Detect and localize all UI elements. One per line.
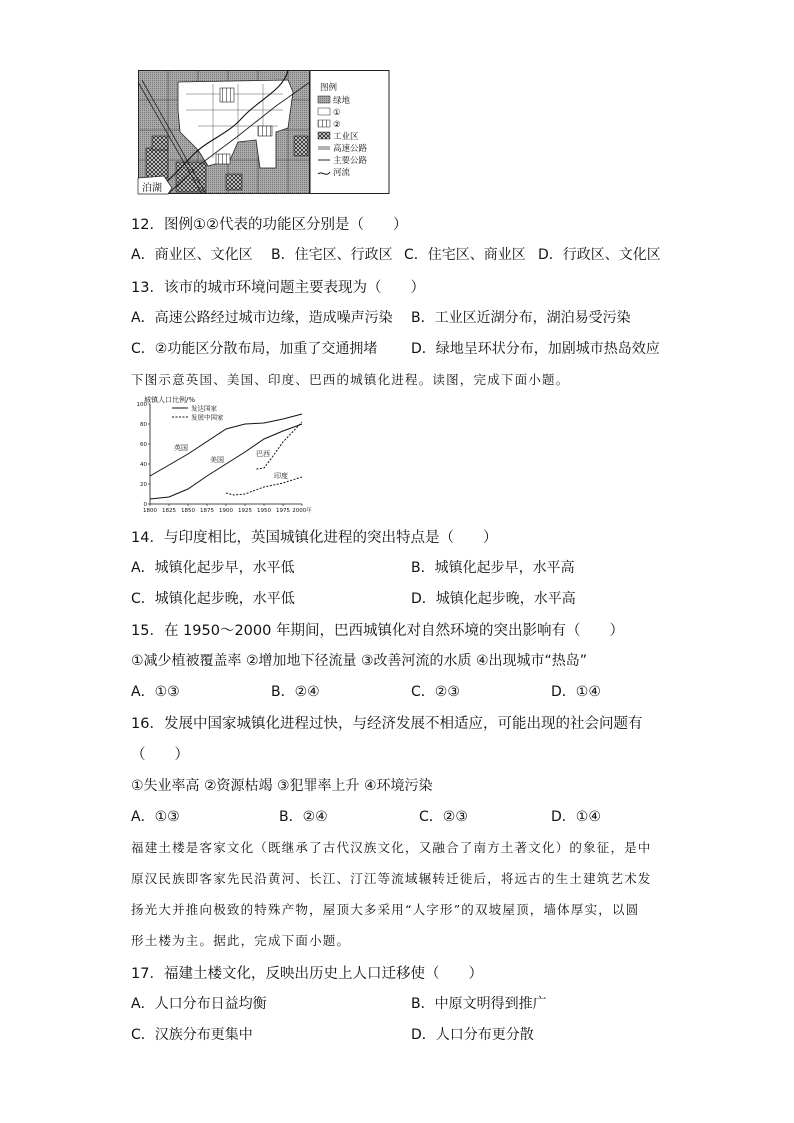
series-label-india: 印度	[274, 472, 288, 480]
q16-statements: ①失业率高 ②资源枯竭 ③犯罪率上升 ④环境污染	[131, 778, 433, 794]
x-tick-label: 1875	[200, 508, 214, 514]
series-line-1	[150, 424, 302, 499]
industrial-4	[226, 174, 242, 190]
q16-option-c[interactable]: C．②③	[419, 809, 468, 825]
question-15-stem: 15．在 1950～2000 年期间，巴西城镇化对自然环境的突出影响有（ ）	[131, 623, 624, 639]
x-tick-label: 1975	[276, 508, 290, 514]
legend-developing: 发展中国家	[191, 413, 224, 422]
q17-option-c[interactable]: C．汉族分布更集中	[131, 1027, 253, 1043]
series-line-3	[226, 477, 302, 495]
legend-swatch-zone1	[318, 108, 330, 115]
x-tick-label: 1800	[143, 508, 157, 514]
q17-option-d[interactable]: D．人口分布更分散	[411, 1027, 534, 1043]
y-tick-label: 100	[136, 402, 147, 408]
x-tick-label: 1900	[219, 508, 233, 514]
x-tick-label: 1850	[181, 508, 195, 514]
q15-option-a[interactable]: A．①③	[131, 684, 180, 700]
passage-tulou-line-4: 形土楼为主。据此，完成下面小题。	[131, 933, 351, 948]
passage-tulou-line-2: 原汉民族即客家先民沿黄河、长江、汀江等流域辗转迁徙后，将远古的生土建筑艺术发	[131, 871, 652, 886]
q16-option-a[interactable]: A．①③	[131, 809, 180, 825]
q16-option-d[interactable]: D．①④	[551, 809, 601, 825]
q14-option-c[interactable]: C．城镇化起步晚，水平低	[131, 591, 295, 607]
y-tick-label: 60	[140, 442, 147, 448]
industrial-5	[294, 136, 308, 156]
q14-option-a[interactable]: A．城镇化起步早，水平低	[131, 560, 295, 576]
question-17-stem: 17．福建土楼文化，反映出历史上人口迁移使（ ）	[131, 966, 483, 982]
passage-tulou-line-1: 福建土楼是客家文化（既继承了古代汉族文化，又融合了南方土著文化）的象征，是中	[131, 840, 652, 855]
q13-option-d[interactable]: D．绿地呈环状分布，加剧城市热岛效应	[411, 341, 660, 357]
zone-2-a	[220, 88, 234, 102]
y-tick-label: 20	[140, 482, 147, 488]
map-legend	[310, 71, 389, 194]
lake-label: 泊湖	[142, 183, 162, 194]
q13-option-b[interactable]: B．工业区近湖分布，湖泊易受污染	[411, 310, 631, 326]
city-map-figure	[138, 70, 390, 195]
series-line-2	[256, 422, 302, 469]
q15-option-c[interactable]: C．②③	[411, 684, 460, 700]
zone-2-b	[258, 126, 272, 136]
q13-option-c[interactable]: C．②功能区分散布局，加重了交通拥堵	[131, 341, 378, 357]
urbanization-chart	[138, 394, 318, 514]
q17-option-a[interactable]: A．人口分布日益均衡	[131, 996, 267, 1012]
q14-option-d[interactable]: D．城镇化起步晚，水平高	[411, 591, 576, 607]
y-tick-label: 40	[140, 462, 147, 468]
x-tick-label: 1950	[257, 508, 271, 514]
question-14-stem: 14．与印度相比，英国城镇化进程的突出特点是（ ）	[131, 530, 498, 546]
q16-option-b[interactable]: B．②④	[279, 809, 328, 825]
zone-2-c	[216, 154, 230, 164]
legend-label: 高速公路	[333, 144, 368, 154]
legend-label: 工业区	[333, 132, 359, 142]
q12-option-c[interactable]: C．住宅区、商业区	[404, 247, 526, 263]
industrial-1	[146, 148, 168, 178]
chart-axes	[150, 404, 302, 504]
chart-legend	[172, 404, 224, 422]
series-label-uk: 英国	[174, 444, 188, 452]
chart-title: 城镇人口比例/%	[144, 396, 196, 404]
question-16-stem-cont: （ ）	[131, 747, 189, 763]
legend-label: 绿地	[333, 96, 351, 106]
series-label-brazil: 巴西	[256, 450, 270, 458]
x-tick-label: 1825	[162, 508, 176, 514]
legend-swatch-zone2	[318, 120, 330, 127]
legend-label: 河流	[333, 168, 351, 178]
legend-developed: 发达国家	[191, 404, 217, 413]
q17-option-b[interactable]: B．中原文明得到推广	[411, 996, 547, 1012]
q15-statements: ①减少植被覆盖率 ②增加地下径流量 ③改善河流的水质 ④出现城市“热岛”	[131, 653, 588, 669]
y-tick-label: 80	[140, 422, 147, 428]
q15-option-b[interactable]: B．②④	[271, 684, 320, 700]
question-12-stem: 12．图例①②代表的功能区分别是（ ）	[131, 217, 408, 233]
series-label-us: 美国	[210, 456, 224, 464]
q14-option-b[interactable]: B．城镇化起步早，水平高	[411, 560, 575, 576]
legend-label: 主要公路	[333, 156, 368, 166]
legend-title: 图例	[320, 83, 338, 93]
x-tick-label: 2000年	[292, 508, 312, 514]
legend-label: ①	[333, 108, 341, 118]
q12-option-b[interactable]: B．住宅区、行政区	[271, 247, 393, 263]
legend-swatch-industrial	[318, 132, 330, 139]
legend-label: ②	[333, 120, 341, 130]
q12-option-d[interactable]: D．行政区、文化区	[538, 247, 661, 263]
passage-intro-urbanization: 下图示意英国、美国、印度、巴西的城镇化进程。读图，完成下面小题。	[131, 372, 570, 387]
question-13-stem: 13．该市的城市环境问题主要表现为（ ）	[131, 280, 425, 296]
q15-option-d[interactable]: D．①④	[551, 684, 601, 700]
series-line-0	[150, 414, 302, 476]
chart-series	[150, 414, 302, 499]
x-tick-label: 1925	[238, 508, 252, 514]
q12-option-a[interactable]: A．商业区、文化区	[131, 247, 253, 263]
y-tick-label: 0	[143, 502, 147, 508]
industrial-2	[152, 136, 168, 150]
question-16-stem: 16．发展中国家城镇化进程过快，与经济发展不相适应，可能出现的社会问题有	[131, 716, 643, 732]
legend-swatch-greenland	[318, 96, 330, 103]
passage-tulou-line-3: 扬光大并推向极致的特殊产物，屋顶大多采用“人字形”的双坡屋顶，墙体厚实，以圆	[131, 902, 640, 917]
q13-option-a[interactable]: A．高速公路经过城市边缘，造成噪声污染	[131, 310, 393, 326]
